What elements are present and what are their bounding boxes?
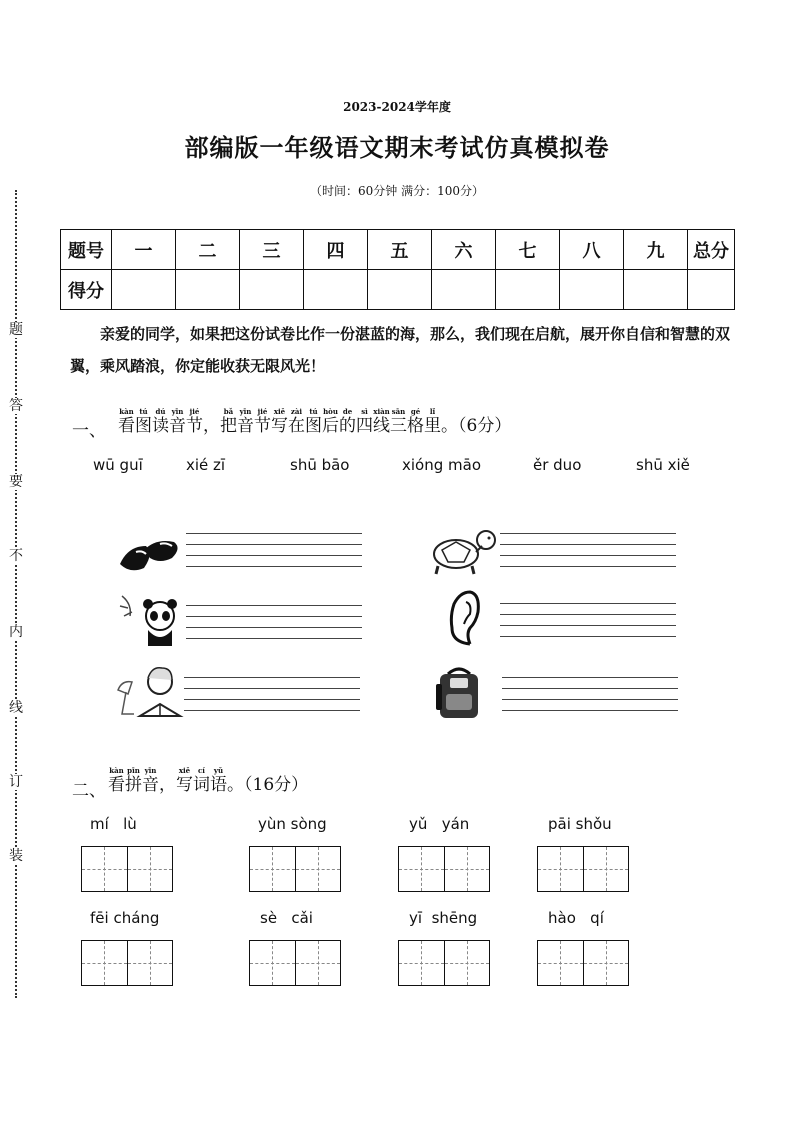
side-char-4: 不 (9, 548, 23, 564)
col-3: 三 (240, 230, 304, 270)
section1-ruby-text (118, 407, 441, 436)
ruby-char: 图tú (135, 407, 152, 436)
side-char-5: 内 (9, 624, 23, 640)
side-char-6: 线 (9, 700, 23, 716)
col-2: 二 (176, 230, 240, 270)
ruby-char: 节jié (254, 407, 271, 436)
side-char-8: 装 (9, 848, 23, 864)
score-cell[interactable] (176, 270, 240, 310)
ruby-char: 语yǔ (210, 766, 227, 795)
score-cell[interactable] (112, 270, 176, 310)
ruby-char: 音yīn (237, 407, 254, 436)
ruby-pinyin: xiàn (373, 407, 390, 416)
score-table-header-row (61, 230, 735, 270)
ruby-char: 写xiě (271, 407, 288, 436)
word-pinyin-4: pāi shǒu (548, 815, 612, 833)
four-line-grid-boy[interactable] (184, 677, 360, 711)
ruby-pinyin: tú (305, 407, 322, 416)
ruby-char: 图tú (305, 407, 322, 436)
page-title: 部编版一年级语文期末考试仿真模拟卷 (184, 133, 610, 162)
total-label: 总分 (688, 230, 735, 270)
word-pinyin-8: hào qí (548, 909, 604, 927)
word-pinyin-3: yǔ yán (409, 815, 470, 833)
ruby-char: 节jié (186, 407, 203, 436)
exam-meta: （时间：60分钟 满分：100分） (310, 184, 484, 198)
ruby-char: 拼pīn (125, 766, 142, 795)
word-pinyin-2: yùn sòng (258, 815, 327, 833)
ruby-pinyin: sì (356, 407, 373, 416)
tianzige-2[interactable] (249, 846, 341, 892)
ruby-char: 读dú (152, 407, 169, 436)
ruby-char: 音yīn (142, 766, 159, 795)
ruby-pinyin: de (339, 407, 356, 416)
col-7: 七 (496, 230, 560, 270)
ruby-char: 线xiàn (373, 407, 390, 436)
ruby-pinyin: yǔ (210, 766, 227, 775)
ruby-char: 看kàn (118, 407, 135, 436)
word-pinyin-6: sè cǎi (260, 909, 313, 927)
ruby-pinyin: xiě (176, 766, 193, 775)
score-label: 得分 (61, 270, 112, 310)
four-line-grid-backpack[interactable] (502, 677, 678, 711)
word-pinyin-7: yī shēng (409, 909, 478, 927)
side-char-3: 要 (9, 474, 23, 490)
ruby-char: 后hòu (322, 407, 339, 436)
pinyin-option-3: shū bāo (290, 456, 350, 474)
tianzige-4[interactable] (537, 846, 629, 892)
school-year: 2023-2024学年度 (343, 100, 451, 114)
word-pinyin-1: mí lù (90, 815, 137, 833)
ruby-pinyin: kàn (118, 407, 135, 416)
turtle-picture (428, 524, 498, 576)
pinyin-option-2: xié zī (186, 456, 226, 474)
pinyin-option-4: xióng māo (402, 456, 481, 474)
shoes-picture (116, 524, 186, 576)
ruby-pinyin: sān (390, 407, 407, 416)
section1-score: 。（6分） (441, 416, 512, 436)
ruby-pinyin: yīn (169, 407, 186, 416)
col-9: 九 (624, 230, 688, 270)
section2-ruby-text (108, 766, 227, 795)
word-pinyin-5: fēi cháng (90, 909, 160, 927)
score-cell[interactable] (496, 270, 560, 310)
ruby-pinyin: bǎ (220, 407, 237, 416)
ruby-char: 词cí (193, 766, 210, 795)
score-cell[interactable] (688, 270, 735, 310)
score-cell[interactable] (560, 270, 624, 310)
tianzige-7[interactable] (398, 940, 490, 986)
ear-picture (444, 588, 484, 648)
four-line-grid-shoes[interactable] (186, 533, 362, 567)
tianzige-5[interactable] (81, 940, 173, 986)
pinyin-option-6: shū xiě (636, 456, 690, 474)
section2-number: 二、 (72, 781, 106, 801)
pinyin-option-1: wū guī (93, 456, 143, 474)
ruby-pinyin: kàn (108, 766, 125, 775)
ruby-char: 把bǎ (220, 407, 237, 436)
score-cell[interactable] (624, 270, 688, 310)
tianzige-3[interactable] (398, 846, 490, 892)
ruby-pinyin: zài (288, 407, 305, 416)
ruby-pinyin: xiě (271, 407, 288, 416)
side-char-7: 订 (9, 774, 23, 790)
ruby-pinyin: jié (186, 407, 203, 416)
col-4: 四 (304, 230, 368, 270)
ruby-char: ， (159, 775, 176, 795)
score-table-score-row (61, 270, 735, 310)
ruby-char: 音yīn (169, 407, 186, 436)
tianzige-8[interactable] (537, 940, 629, 986)
ruby-char: 在zài (288, 407, 305, 436)
section2-score: 。（16分） (227, 775, 309, 795)
col-8: 八 (560, 230, 624, 270)
ruby-pinyin: hòu (322, 407, 339, 416)
boy-reading-picture (112, 660, 186, 720)
ruby-pinyin: dú (152, 407, 169, 416)
score-table (60, 229, 735, 310)
score-cell[interactable] (368, 270, 432, 310)
score-cell[interactable] (240, 270, 304, 310)
tianzige-1[interactable] (81, 846, 173, 892)
header-label: 题号 (61, 230, 112, 270)
score-cell[interactable] (432, 270, 496, 310)
ruby-pinyin: jié (254, 407, 271, 416)
ruby-pinyin: yīn (237, 407, 254, 416)
ruby-pinyin: tú (135, 407, 152, 416)
ruby-char: ， (203, 416, 220, 436)
ruby-char: 四sì (356, 407, 373, 436)
ruby-char: 看kàn (108, 766, 125, 795)
ruby-char: 写xiě (176, 766, 193, 795)
ruby-pinyin: lǐ (424, 407, 441, 416)
section1-number: 一、 (72, 421, 106, 441)
ruby-pinyin: pīn (125, 766, 142, 775)
pinyin-option-5: ěr duo (533, 456, 582, 474)
side-char-2: 答 (9, 398, 23, 414)
four-line-grid-turtle[interactable] (500, 533, 676, 567)
section1-instruction (118, 408, 511, 436)
ruby-pinyin: gé (407, 407, 424, 416)
score-cell[interactable] (304, 270, 368, 310)
binding-dotted-line (15, 190, 17, 998)
side-char-1: 题 (9, 322, 23, 338)
ruby-char: 格gé (407, 407, 424, 436)
intro-text: 亲爱的同学，如果把这份试卷比作一份湛蓝的海，那么，我们现在启航，展开你自信和智慧的双翼，乘风踏浪，你定能收获无限风光！ (70, 325, 731, 375)
ruby-char: 的de (339, 407, 356, 436)
panda-picture (118, 592, 184, 648)
ruby-pinyin: yīn (142, 766, 159, 775)
backpack-picture (434, 664, 484, 722)
section2-instruction (108, 767, 308, 795)
four-line-grid-panda[interactable] (186, 605, 362, 639)
col-6: 六 (432, 230, 496, 270)
col-1: 一 (112, 230, 176, 270)
ruby-char: 里lǐ (424, 407, 441, 436)
col-5: 五 (368, 230, 432, 270)
ruby-char: 三sān (390, 407, 407, 436)
four-line-grid-ear[interactable] (500, 603, 676, 637)
tianzige-6[interactable] (249, 940, 341, 986)
ruby-pinyin: cí (193, 766, 210, 775)
